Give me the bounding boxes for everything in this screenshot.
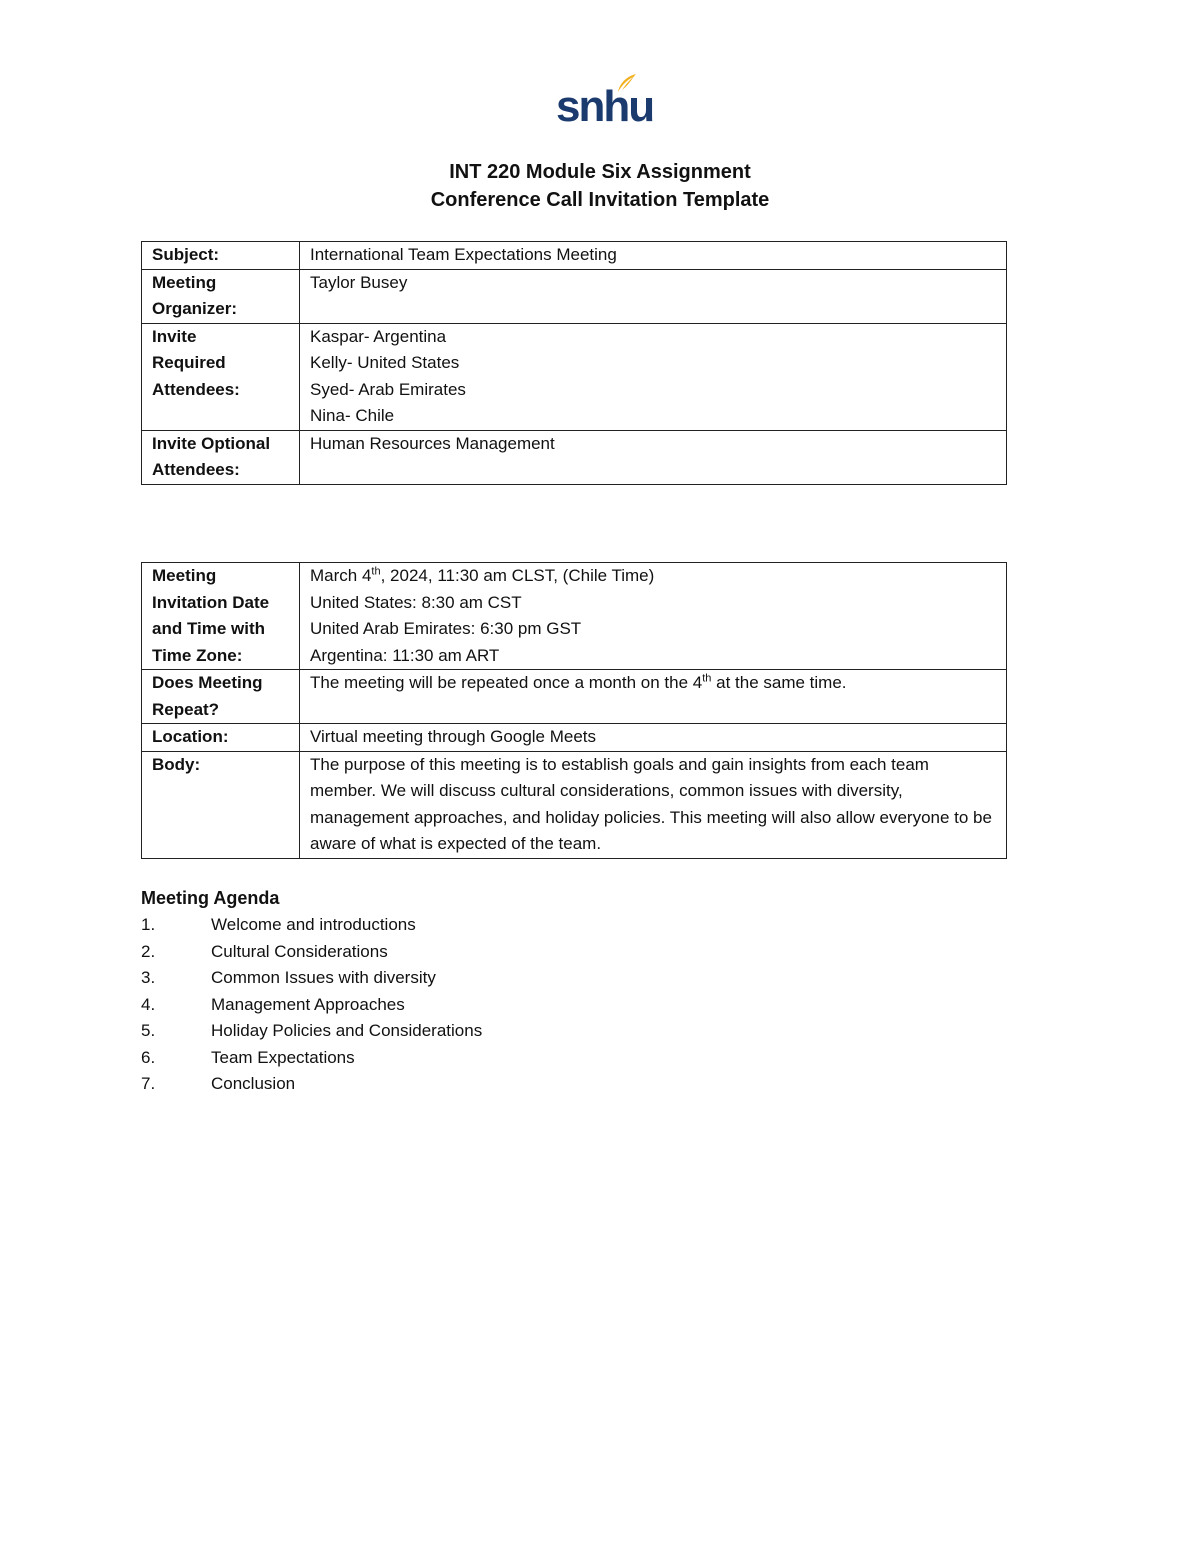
item-text: Holiday Policies and Considerations <box>211 1021 483 1040</box>
list-item <box>141 912 482 939</box>
list-item <box>141 1071 482 1098</box>
item-text: Cultural Considerations <box>211 941 388 961</box>
meeting-details-table <box>141 562 1007 859</box>
list-item <box>141 965 482 992</box>
row-value <box>300 670 1007 724</box>
agenda-heading: Meeting Agenda <box>141 888 280 908</box>
item-text: Welcome and introductions <box>211 915 416 934</box>
table-row-body <box>142 751 1007 858</box>
row-label: Meeting Invitation Date and Time with Time Zone: <box>142 563 300 670</box>
snhu-logo <box>556 72 654 134</box>
table-row-date-time <box>142 563 1007 670</box>
list-item <box>141 939 482 966</box>
agenda-list <box>141 912 482 1098</box>
row-label: Meeting Organizer: <box>142 269 300 323</box>
repeat-text: The meeting will be repeated once a month on the 4 <box>310 673 703 692</box>
list-item <box>141 1018 482 1045</box>
row-value: Virtual meeting through Google Meets <box>300 724 1007 752</box>
row-value: Kaspar- Argentina Kelly- United States Syed- Arab Emirates Nina- Chile <box>300 323 1007 430</box>
page-title: INT 220 Module Six Assignment <box>449 161 751 183</box>
list-item <box>141 1045 482 1072</box>
table-row-location <box>142 724 1007 752</box>
item-number: 5. <box>141 1021 156 1040</box>
row-label: Subject: <box>142 242 300 270</box>
repeat-ordinal: th <box>702 672 712 685</box>
item-text: Conclusion <box>211 1074 296 1093</box>
row-label: Invite Optional Attendees: <box>142 430 300 484</box>
item-text: Team Expectations <box>211 1047 355 1067</box>
list-item <box>141 992 482 1019</box>
repeat-text-rest: at the same time. <box>711 673 847 692</box>
item-number: 6. <box>141 1047 156 1067</box>
table-row-repeat <box>142 670 1007 724</box>
table-row-required-attendees <box>142 323 1007 430</box>
time-zones: United States: 8:30 am CST United Arab Emirates: 6:30 pm GST Argentina: 11:30 am ART <box>310 592 582 665</box>
item-number: 3. <box>141 968 156 987</box>
row-value: International Team Expectations Meeting <box>300 242 1007 270</box>
logo-wordmark: snhu <box>556 82 654 131</box>
row-value: The purpose of this meeting is to establish goals and gain insights from each team member. We will discuss cultural considerations, common issues with diversity, management approaches, and holiday policies. This meeting will also allow everyone to be aware of what is expected of the team. <box>300 751 1007 858</box>
row-label: Invite Required Attendees: <box>142 323 300 430</box>
invitation-details-table <box>141 241 1007 485</box>
row-value <box>300 563 1007 670</box>
row-value: Taylor Busey <box>300 269 1007 323</box>
item-text: Management Approaches <box>211 994 405 1014</box>
table-row-subject <box>142 242 1007 270</box>
date-text-rest: , 2024, 11:30 am CLST, (Chile Time) <box>380 566 655 585</box>
table-row-optional-attendees <box>142 430 1007 484</box>
row-value: Human Resources Management <box>300 430 1007 484</box>
date-text: March 4 <box>310 566 372 585</box>
item-number: 2. <box>141 941 156 961</box>
item-number: 7. <box>141 1074 156 1093</box>
date-ordinal: th <box>371 565 381 578</box>
page-subtitle: Conference Call Invitation Template <box>430 189 770 211</box>
item-number: 4. <box>141 994 156 1014</box>
row-label: Body: <box>142 751 300 858</box>
table-row-organizer <box>142 269 1007 323</box>
item-text: Common Issues with diversity <box>211 968 436 987</box>
item-number: 1. <box>141 915 156 934</box>
row-label: Location: <box>142 724 300 752</box>
row-label: Does Meeting Repeat? <box>142 670 300 724</box>
